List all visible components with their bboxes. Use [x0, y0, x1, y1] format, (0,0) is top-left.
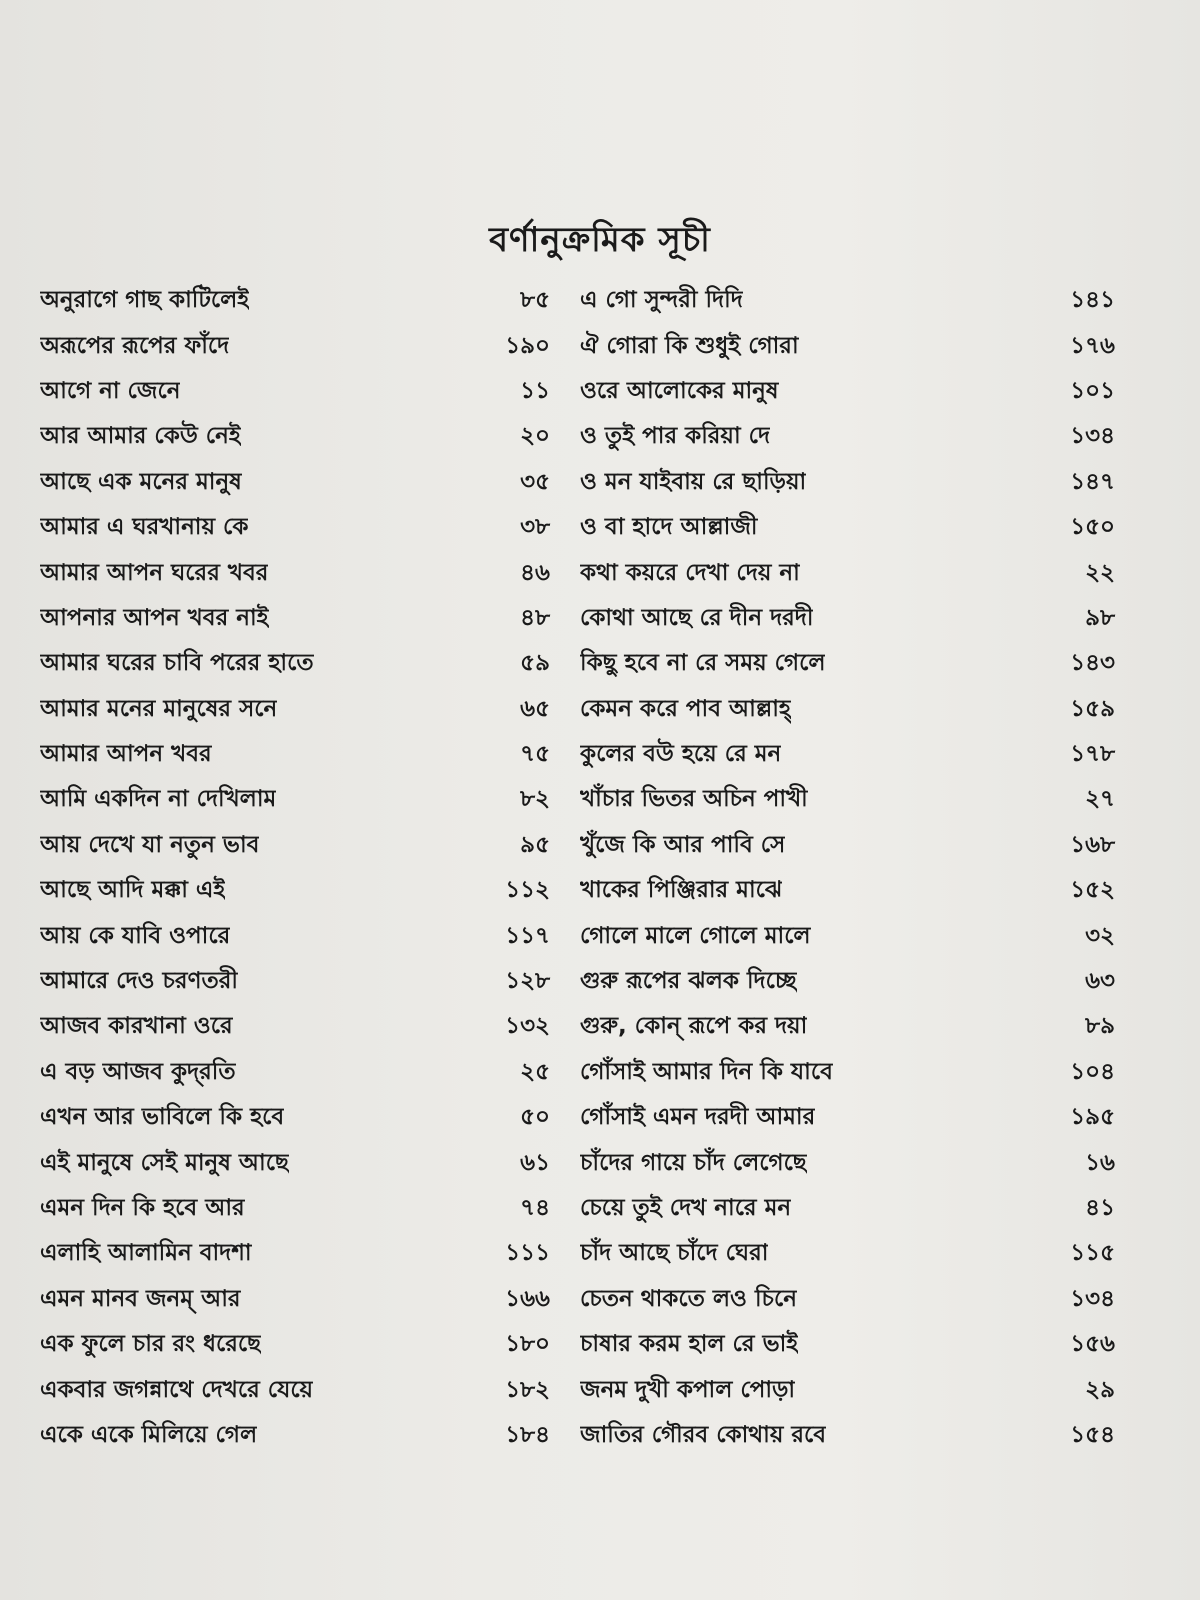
- entry-page-number: ১৫৯: [1070, 695, 1115, 722]
- entry-title: কোথা আছে রে দীন দরদী: [580, 604, 814, 631]
- entry-page-number: ১৫৬: [1070, 1331, 1115, 1358]
- entry-title: গুরু রূপের ঝলক দিচ্ছে: [580, 968, 797, 995]
- index-entry: [40, 732, 550, 777]
- index-entry: [40, 1413, 550, 1458]
- entry-page-number: ২৫: [520, 1058, 550, 1085]
- entry-page-number: ১৯০: [505, 332, 550, 359]
- index-entry: [580, 868, 1115, 913]
- entry-page-number: ১১: [520, 377, 550, 404]
- entry-title: এলাহি আলামিন বাদশা: [40, 1240, 252, 1267]
- index-entry: [40, 369, 550, 414]
- index-entry: [40, 323, 550, 368]
- index-entry: [40, 1140, 550, 1185]
- entry-page-number: ৫৯: [520, 650, 550, 677]
- entry-title: এ বড় আজব কুদ্‌রতি: [40, 1058, 236, 1085]
- entry-title: খাঁচার ভিতর অচিন পাখী: [580, 786, 808, 813]
- index-entry: [580, 1095, 1115, 1140]
- entry-title: একবার জগন্নাথে দেখরে যেয়ে: [40, 1376, 314, 1403]
- index-entry: [40, 1277, 550, 1322]
- entry-page-number: ৯৮: [1085, 604, 1115, 631]
- entry-page-number: ১৭৬: [1070, 332, 1115, 359]
- entry-page-number: ১৩২: [505, 1013, 550, 1040]
- entry-title: একে একে মিলিয়ে গেল: [40, 1421, 258, 1448]
- entry-page-number: ১৫২: [1070, 877, 1115, 904]
- entry-title: আমারে দেও চরণতরী: [40, 968, 238, 995]
- entry-page-number: ৬১: [520, 1149, 550, 1176]
- index-entry: [580, 687, 1115, 732]
- entry-page-number: ২৭: [1085, 786, 1115, 813]
- entry-page-number: ১৪৭: [1070, 468, 1115, 495]
- index-entry: [580, 959, 1115, 1004]
- index-entry: [40, 1095, 550, 1140]
- entry-page-number: ১১১: [505, 1240, 550, 1267]
- index-entry: [40, 641, 550, 686]
- index-entry: [40, 868, 550, 913]
- entry-page-number: ৬৩: [1085, 968, 1115, 995]
- entry-title: আমার আপন খবর: [40, 741, 212, 768]
- index-entry: [580, 505, 1115, 550]
- entry-title: কেমন করে পাব আল্লাহ্‌: [580, 695, 791, 722]
- index-entry: [40, 505, 550, 550]
- entry-page-number: ৪১: [1085, 1195, 1115, 1221]
- entry-page-number: ২০: [520, 423, 550, 450]
- entry-page-number: ১৯৫: [1070, 1104, 1115, 1131]
- entry-page-number: ৫০: [520, 1104, 550, 1131]
- entry-page-number: ১৭৮: [1070, 741, 1115, 768]
- entry-title: আজব কারখানা ওরে: [40, 1013, 233, 1040]
- index-entry: [40, 959, 550, 1004]
- entry-title: আয় কে যাবি ওপারে: [40, 922, 231, 949]
- index-entry: [40, 777, 550, 822]
- entry-page-number: ১৪১: [1070, 287, 1115, 314]
- entry-title: আমার মনের মানুষের সনে: [40, 695, 278, 722]
- entry-title: এক ফুলে চার রং ধরেছে: [40, 1331, 262, 1358]
- index-entry: [580, 823, 1115, 868]
- entry-page-number: ১৮২: [505, 1376, 550, 1403]
- entry-page-number: ৯৫: [520, 831, 550, 858]
- entry-title: আছে আদি মক্কা এই: [40, 877, 226, 904]
- index-entry: [580, 641, 1115, 686]
- entry-page-number: ২৯: [1085, 1376, 1115, 1403]
- entry-title: চাঁদ আছে চাঁদে ঘেরা: [580, 1240, 769, 1267]
- entry-title: জাতির গৌরব কোথায় রবে: [580, 1421, 827, 1448]
- entry-page-number: ১৫৪: [1070, 1421, 1115, 1448]
- index-entry: [580, 369, 1115, 414]
- index-entry: [580, 1050, 1115, 1095]
- entry-title: আয় দেখে যা নতুন ভাব: [40, 831, 260, 858]
- index-entry: [580, 323, 1115, 368]
- entry-page-number: ৮৫: [520, 287, 550, 314]
- entry-title: আপনার আপন খবর নাই: [40, 604, 269, 631]
- index-entry: [40, 1231, 550, 1276]
- entry-page-number: ১৬৮: [1070, 831, 1115, 858]
- entry-title: আর আমার কেউ নেই: [40, 423, 241, 450]
- entry-page-number: ১৮৪: [505, 1421, 550, 1448]
- entry-page-number: ৩৮: [520, 514, 550, 541]
- entry-title: এই মানুষে সেই মানুষ আছে: [40, 1149, 289, 1176]
- index-entry: [580, 1277, 1115, 1322]
- entry-title: গোলে মালে গোলে মালে: [580, 922, 811, 949]
- entry-page-number: ২২: [1085, 559, 1115, 586]
- index-entry: [40, 460, 550, 505]
- index-entry: [40, 278, 550, 323]
- entry-page-number: ৮৯: [1085, 1013, 1115, 1040]
- entry-title: এমন মানব জনম্‌ আর: [40, 1285, 241, 1312]
- entry-page-number: ৮২: [520, 786, 550, 813]
- entry-page-number: ১৫০: [1070, 514, 1115, 541]
- index-entry: [580, 414, 1115, 459]
- index-entry: [580, 1004, 1115, 1049]
- entry-title: কথা কয়রে দেখা দেয় না: [580, 559, 800, 586]
- entry-page-number: ১৬: [1085, 1149, 1115, 1176]
- entry-title: আগে না জেনে: [40, 377, 181, 404]
- entry-title: ও তুই পার করিয়া দে: [580, 423, 771, 450]
- entry-title: ও বা হাদে আল্লাজী: [580, 514, 758, 541]
- entry-page-number: ১০১: [1070, 377, 1115, 404]
- index-entry: [40, 596, 550, 641]
- entry-title: আছে এক মনের মানুষ: [40, 468, 242, 495]
- entry-title: আমার ঘরের চাবি পরের হাতে: [40, 650, 314, 677]
- index-entry: [580, 596, 1115, 641]
- index-entry: [40, 414, 550, 459]
- entry-title: ঐ গোরা কি শুধুই গোরা: [580, 332, 799, 359]
- entry-page-number: ১৮০: [505, 1331, 550, 1358]
- entry-page-number: ১১৭: [505, 922, 550, 949]
- entry-title: গোঁসাই আমার দিন কি যাবে: [580, 1058, 833, 1085]
- index-entry: [580, 460, 1115, 505]
- entry-page-number: ১১২: [505, 877, 550, 904]
- entry-title: চেতন থাকতে লও চিনে: [580, 1285, 797, 1312]
- index-entry: [580, 1367, 1115, 1412]
- entry-page-number: ৩৫: [520, 468, 550, 495]
- page-title: বর্ণানুক্রমিক সূচী: [489, 220, 711, 260]
- entry-title: জনম দুখী কপাল পোড়া: [580, 1376, 796, 1403]
- entry-title: এমন দিন কি হবে আর: [40, 1195, 245, 1221]
- entry-title: আমার আপন ঘরের খবর: [40, 559, 269, 586]
- entry-page-number: ১১৫: [1070, 1240, 1115, 1267]
- entry-title: আমার এ ঘরখানায় কে: [40, 514, 249, 541]
- index-column-left: [40, 278, 550, 1458]
- entry-title: চেয়ে তুই দেখ নারে মন: [580, 1195, 792, 1221]
- entry-page-number: ১৪৩: [1070, 650, 1115, 677]
- entry-title: চাঁদের গায়ে চাঁদ লেগেছে: [580, 1149, 807, 1176]
- index-entry: [580, 1140, 1115, 1185]
- entry-title: এখন আর ভাবিলে কি হবে: [40, 1104, 285, 1131]
- entry-page-number: ১০৪: [1070, 1058, 1115, 1085]
- entry-page-number: ৭৪: [520, 1195, 550, 1221]
- index-entry: [580, 550, 1115, 595]
- entry-page-number: ১৩৪: [1070, 423, 1115, 450]
- index-entry: [40, 1322, 550, 1367]
- entry-title: অরূপের রূপের ফাঁদে: [40, 332, 230, 359]
- entry-title: কুলের বউ হয়ে রে মন: [580, 741, 782, 768]
- entry-title: ও মন যাইবায় রে ছাড়িয়া: [580, 468, 807, 495]
- index-entry: [580, 1231, 1115, 1276]
- index-entry: [40, 1050, 550, 1095]
- index-entry: [40, 823, 550, 868]
- entry-page-number: ৩২: [1085, 922, 1115, 949]
- entry-title: চাষার করম হাল রে ভাই: [580, 1331, 799, 1358]
- index-column-right: [580, 278, 1115, 1458]
- index-entry: [40, 550, 550, 595]
- entry-title: গোঁসাই এমন দরদী আমার: [580, 1104, 816, 1131]
- index-entry: [580, 732, 1115, 777]
- index-entry: [40, 1367, 550, 1412]
- entry-page-number: ১২৮: [505, 968, 550, 995]
- entry-title: গুরু, কোন্‌ রূপে কর দয়া: [580, 1013, 808, 1040]
- entry-title: আমি একদিন না দেখিলাম: [40, 786, 277, 813]
- entry-title: এ গো সুন্দরী দিদি: [580, 287, 743, 314]
- index-entry: [580, 1322, 1115, 1367]
- entry-page-number: ৭৫: [520, 741, 550, 768]
- index-entry: [580, 1186, 1115, 1231]
- entry-title: ওরে আলোকের মানুষ: [580, 377, 779, 404]
- index-entry: [40, 913, 550, 958]
- index-entry: [580, 1413, 1115, 1458]
- entry-page-number: ১৩৪: [1070, 1285, 1115, 1312]
- index-entry: [40, 1186, 550, 1231]
- entry-page-number: ৪৮: [520, 604, 550, 631]
- index-entry: [40, 687, 550, 732]
- index-entry: [40, 1004, 550, 1049]
- entry-title: খাকের পিঞ্জিরার মাঝে: [580, 877, 783, 904]
- entry-title: অনুরাগে গাছ কাটিলেই: [40, 287, 250, 314]
- entry-page-number: ১৬৬: [505, 1285, 550, 1312]
- entry-page-number: ৪৬: [520, 559, 550, 586]
- entry-title: কিছু হবে না রে সময় গেলে: [580, 650, 826, 677]
- index-entry: [580, 913, 1115, 958]
- entry-page-number: ৬৫: [520, 695, 550, 722]
- entry-title: খুঁজে কি আর পাবি সে: [580, 831, 786, 858]
- index-entry: [580, 278, 1115, 323]
- index-entry: [580, 777, 1115, 822]
